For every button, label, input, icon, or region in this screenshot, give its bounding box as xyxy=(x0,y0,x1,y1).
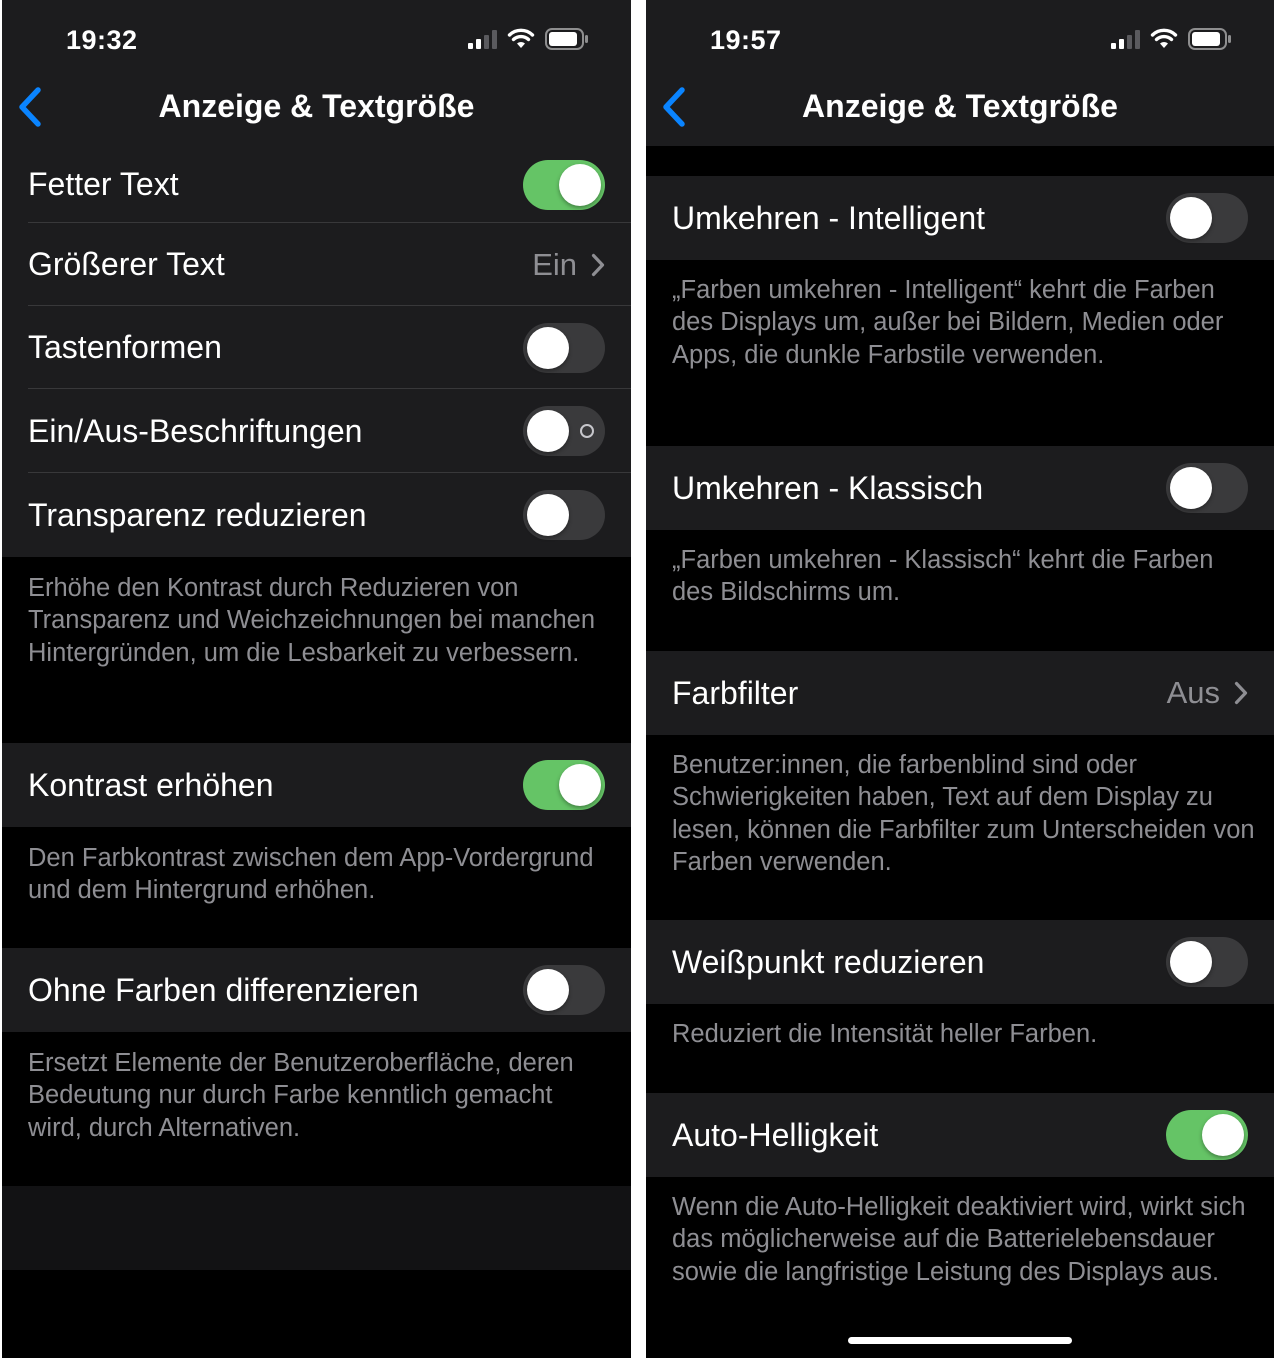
row-increase-contrast[interactable] xyxy=(2,743,631,827)
row-button-shapes[interactable] xyxy=(2,306,631,389)
reduce-white-point-footer: Reduziert die Intensität heller Farben. xyxy=(672,1020,1098,1048)
battery-icon xyxy=(545,28,589,50)
status-icons xyxy=(468,28,589,50)
row-label: Weißpunkt reduzieren xyxy=(672,943,985,980)
smart-invert-toggle[interactable] xyxy=(1166,193,1248,243)
row-on-off-labels[interactable] xyxy=(2,389,631,473)
row-reduce-white-point[interactable] xyxy=(646,920,1274,1004)
toggle-knob xyxy=(527,327,569,369)
row-bold-text[interactable] xyxy=(2,146,631,223)
increase-contrast-toggle[interactable] xyxy=(523,760,605,810)
toggle-knob xyxy=(527,410,569,452)
reduce-transparency-toggle[interactable] xyxy=(523,490,605,540)
larger-text-value: Ein xyxy=(532,246,577,282)
settings-group-white-point xyxy=(646,920,1274,1004)
row-label: Auto-Helligkeit xyxy=(672,1116,879,1153)
classic-invert-toggle[interactable] xyxy=(1166,463,1248,513)
row-differentiate-without-color[interactable] xyxy=(2,948,631,1032)
row-color-filters[interactable] xyxy=(646,651,1274,735)
reduce-white-point-toggle[interactable] xyxy=(1166,937,1248,987)
chevron-right-icon xyxy=(591,253,605,277)
row-label: Tastenformen xyxy=(28,329,222,365)
row-reduce-transparency[interactable] xyxy=(2,473,631,557)
left-screenshot xyxy=(2,0,631,1358)
differentiate-without-color-footer: Ersetzt Elemente der Benutzeroberfläche, deren Bedeutung nur durch Farbe kenntlich gemacht wird, durch Alternativen. xyxy=(28,1049,574,1142)
toggle-knob xyxy=(1170,197,1212,239)
cellular-signal-icon xyxy=(468,29,497,49)
value-wrap xyxy=(532,247,605,283)
row-label: Ein/Aus-Beschriftungen xyxy=(28,412,363,449)
bold-text-toggle[interactable] xyxy=(523,160,605,210)
row-smart-invert[interactable] xyxy=(646,176,1274,260)
settings-group-smart-invert xyxy=(646,176,1274,260)
value-wrap xyxy=(1167,675,1248,711)
cellular-signal-icon xyxy=(1111,29,1140,49)
auto-brightness-footer: Wenn die Auto-Helligkeit deaktiviert wird, wirkt sich das möglicherweise auf die Batterielebensdauer sowie die langfristige Leistung des Displays aus. xyxy=(672,1193,1246,1286)
toggle-knob xyxy=(527,969,569,1011)
home-indicator[interactable] xyxy=(848,1337,1072,1344)
settings-group-auto-brightness xyxy=(646,1093,1274,1177)
color-filters-value: Aus xyxy=(1166,675,1220,710)
toggle-knob xyxy=(1170,467,1212,509)
row-label: Transparenz reduzieren xyxy=(28,496,367,533)
row-label: Größerer Text xyxy=(28,246,225,282)
settings-group-color xyxy=(2,948,631,1032)
auto-brightness-toggle[interactable] xyxy=(1166,1110,1248,1160)
toggle-knob xyxy=(1202,1114,1244,1156)
row-label: Umkehren - Klassisch xyxy=(672,469,984,506)
settings-group-text xyxy=(2,146,631,557)
smart-invert-footer: „Farben umkehren - Intelligent“ kehrt die Farben des Displays um, außer bei Bildern, Medien oder Apps, die dunkle Farbstile verwenden. xyxy=(672,276,1224,369)
battery-icon xyxy=(1188,28,1232,50)
settings-group-color-filters xyxy=(646,651,1274,735)
classic-invert-footer: „Farben umkehren - Klassisch“ kehrt die Farben des Bildschirms um. xyxy=(672,546,1214,607)
settings-group-classic-invert xyxy=(646,446,1274,530)
row-auto-brightness[interactable] xyxy=(646,1093,1274,1177)
right-screenshot xyxy=(646,0,1274,1358)
toggle-knob xyxy=(559,764,601,806)
page-title: Anzeige & Textgröße xyxy=(158,88,475,124)
increase-contrast-footer: Den Farbkontrast zwischen dem App-Vordergrund und dem Hintergrund erhöhen. xyxy=(28,844,594,905)
reduce-transparency-footer: Erhöhe den Kontrast durch Reduzieren von Transparenz und Weichzeichnungen bei manchen Hintergründen, um die Lesbarkeit zu verbessern. xyxy=(28,574,596,667)
row-label: Ohne Farben differenzieren xyxy=(28,971,419,1008)
on-off-labels-toggle[interactable] xyxy=(523,406,605,456)
row-label: Umkehren - Intelligent xyxy=(672,199,986,236)
wifi-icon xyxy=(507,28,535,50)
row-larger-text[interactable] xyxy=(2,223,631,306)
row-classic-invert[interactable] xyxy=(646,446,1274,530)
differentiate-without-color-toggle[interactable] xyxy=(523,965,605,1015)
button-shapes-toggle[interactable] xyxy=(523,323,605,373)
row-label: Farbfilter xyxy=(672,674,799,711)
status-time: 19:32 xyxy=(66,25,138,55)
toggle-knob xyxy=(1170,941,1212,983)
color-filters-footer: Benutzer:innen, die farbenblind sind oder Schwierigkeiten haben, Text auf dem Display zu lesen, können die Farbfilter zum Unterscheiden von Farben verwenden. xyxy=(672,751,1255,876)
toggle-knob xyxy=(559,164,601,206)
settings-group-contrast xyxy=(2,743,631,827)
page-title: Anzeige & Textgröße xyxy=(802,88,1118,124)
chevron-right-icon xyxy=(1234,681,1248,705)
off-label-icon xyxy=(580,424,594,438)
row-label: Fetter Text xyxy=(28,166,179,202)
navigation-bar xyxy=(646,0,1274,146)
status-time: 19:57 xyxy=(710,25,782,55)
row-label: Kontrast erhöhen xyxy=(28,766,274,803)
wifi-icon xyxy=(1150,28,1178,50)
status-icons xyxy=(1111,28,1232,50)
navigation-bar xyxy=(2,0,631,146)
next-section-background xyxy=(2,1186,631,1270)
toggle-knob xyxy=(527,494,569,536)
